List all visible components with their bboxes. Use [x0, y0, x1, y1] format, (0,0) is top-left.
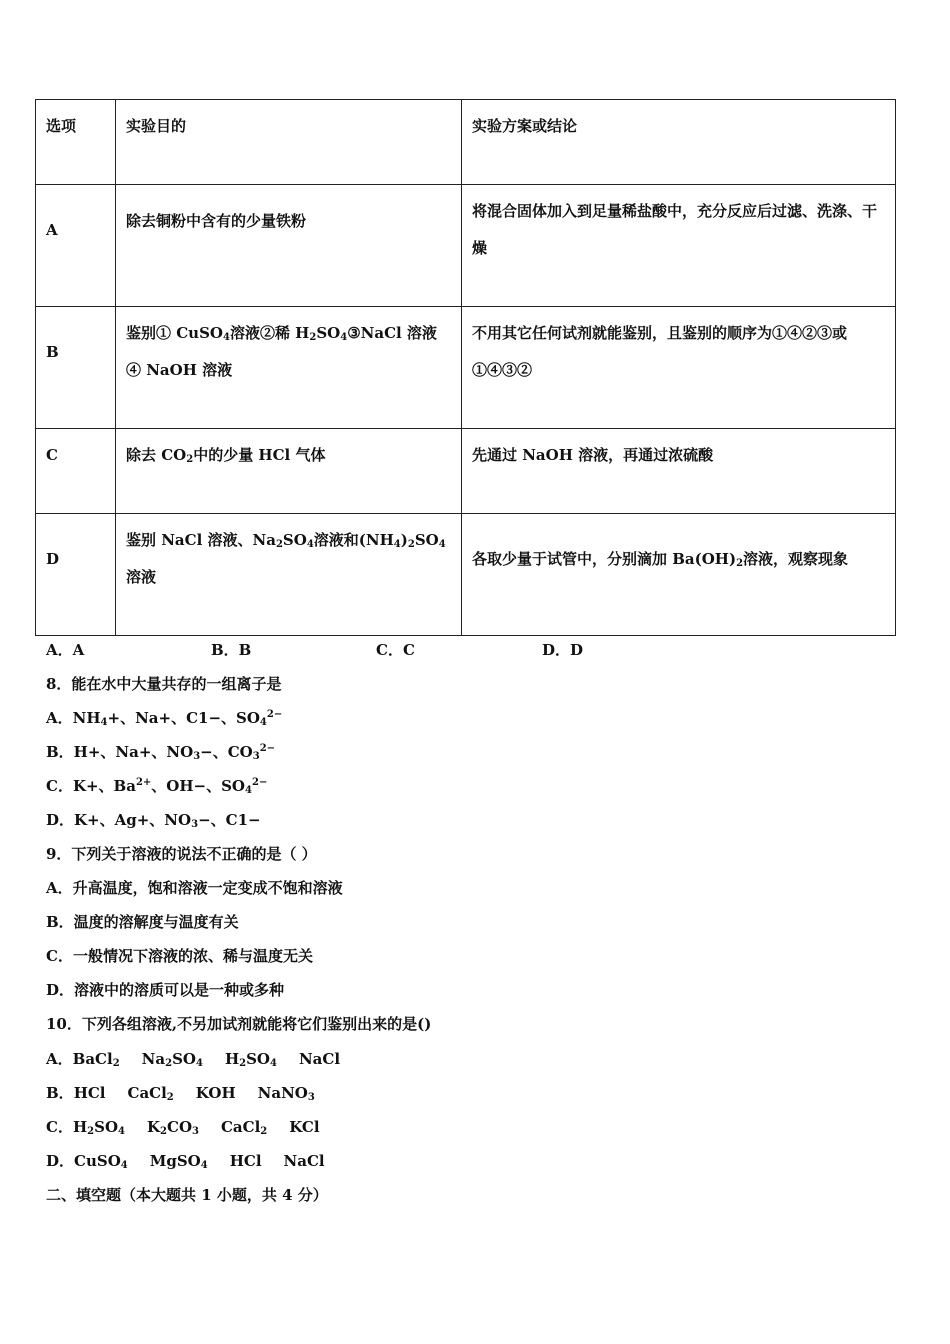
row-scheme: 各取少量于试管中，分别滴加 $Ba(OH)_2$溶液，观察现象	[462, 514, 896, 636]
q9-option-d[interactable]: D．溶液中的溶质可以是一种或多种	[46, 981, 285, 999]
q7-option-b[interactable]: B．B	[211, 641, 252, 659]
table-row	[36, 185, 896, 307]
q10-stem: 10．下列各组溶液,不另加试剂就能将它们鉴别出来的是()	[46, 1015, 432, 1033]
table-row	[36, 514, 896, 636]
q10-option-a[interactable]: A．BaCl$_2$ $Na_2SO_4$ $H_2SO_4$ NaCl	[46, 1050, 341, 1069]
q9-option-b[interactable]: B．温度的溶解度与温度有关	[46, 913, 239, 931]
q8-option-b[interactable]: B．H+、Na+、$NO_3-$、$CO_3^{2-}$	[46, 743, 276, 762]
header-purpose: 实验目的	[116, 100, 462, 185]
q9-option-a[interactable]: A．升高温度，饱和溶液一定变成不饱和溶液	[46, 879, 343, 897]
q7-option-d[interactable]: D．D	[542, 641, 584, 659]
header-scheme: 实验方案或结论	[462, 100, 896, 185]
q7-option-a[interactable]: A．A	[46, 641, 85, 659]
q7-options	[46, 640, 583, 660]
experiment-table	[35, 99, 896, 636]
q10-option-b[interactable]: B．HCl CaCl$_2$ KOH NaNO$_3$	[46, 1084, 315, 1103]
row-option: D	[36, 514, 116, 636]
row-scheme: 不用其它任何试剂就能鉴别，且鉴别的顺序为①④②③或①④③②	[462, 307, 896, 429]
q10-option-d[interactable]: D．CuSO$_4$ MgSO$_4$ HCl NaCl	[46, 1152, 325, 1171]
section-heading-fill-blank: 二、填空题（本大题共 1 小题，共 4 分）	[46, 1186, 328, 1204]
q8-stem: 8．能在水中大量共存的一组离子是	[46, 675, 282, 693]
header-option: 选项	[36, 100, 116, 185]
row-scheme: 将混合固体加入到足量稀盐酸中，充分反应后过滤、洗涤、干燥	[462, 185, 896, 307]
row-scheme: 先通过 NaOH 溶液，再通过浓硫酸	[462, 429, 896, 514]
table-row	[36, 307, 896, 429]
q9-option-c[interactable]: C．一般情况下溶液的浓、稀与温度无关	[46, 947, 313, 965]
row-purpose: 除去 $CO_2$中的少量 HCl 气体	[116, 429, 462, 514]
q9-stem: 9．下列关于溶液的说法不正确的是（ ）	[46, 845, 317, 863]
q8-option-d[interactable]: D．K+、Ag+、$NO_3-$、C1−	[46, 811, 261, 830]
row-option: B	[36, 307, 116, 429]
row-option: C	[36, 429, 116, 514]
table-row	[36, 429, 896, 514]
q8-option-c[interactable]: C．K+、$Ba^{2+}$、OH−、$SO_4^{2-}$	[46, 777, 268, 796]
row-purpose: 除去铜粉中含有的少量铁粉	[116, 185, 462, 307]
q8-option-a[interactable]: A．$NH_4+$、Na+、C1−、$SO_4^{2-}$	[46, 709, 283, 728]
table-header-row	[36, 100, 896, 185]
row-purpose: 鉴别 NaCl 溶液、$Na_2SO_4$溶液和$(NH_4)_2SO_4$溶液	[116, 514, 462, 636]
row-option: A	[36, 185, 116, 307]
row-purpose: 鉴别① CuSO$_4$溶液②稀 $H_2SO_4③NaCl$ 溶液④ NaOH 溶液	[116, 307, 462, 429]
q7-option-c[interactable]: C．C	[376, 641, 415, 659]
q10-option-c[interactable]: C．$H_2SO_4$ $K_2CO_3$ CaCl$_2$ KCl	[46, 1118, 320, 1137]
